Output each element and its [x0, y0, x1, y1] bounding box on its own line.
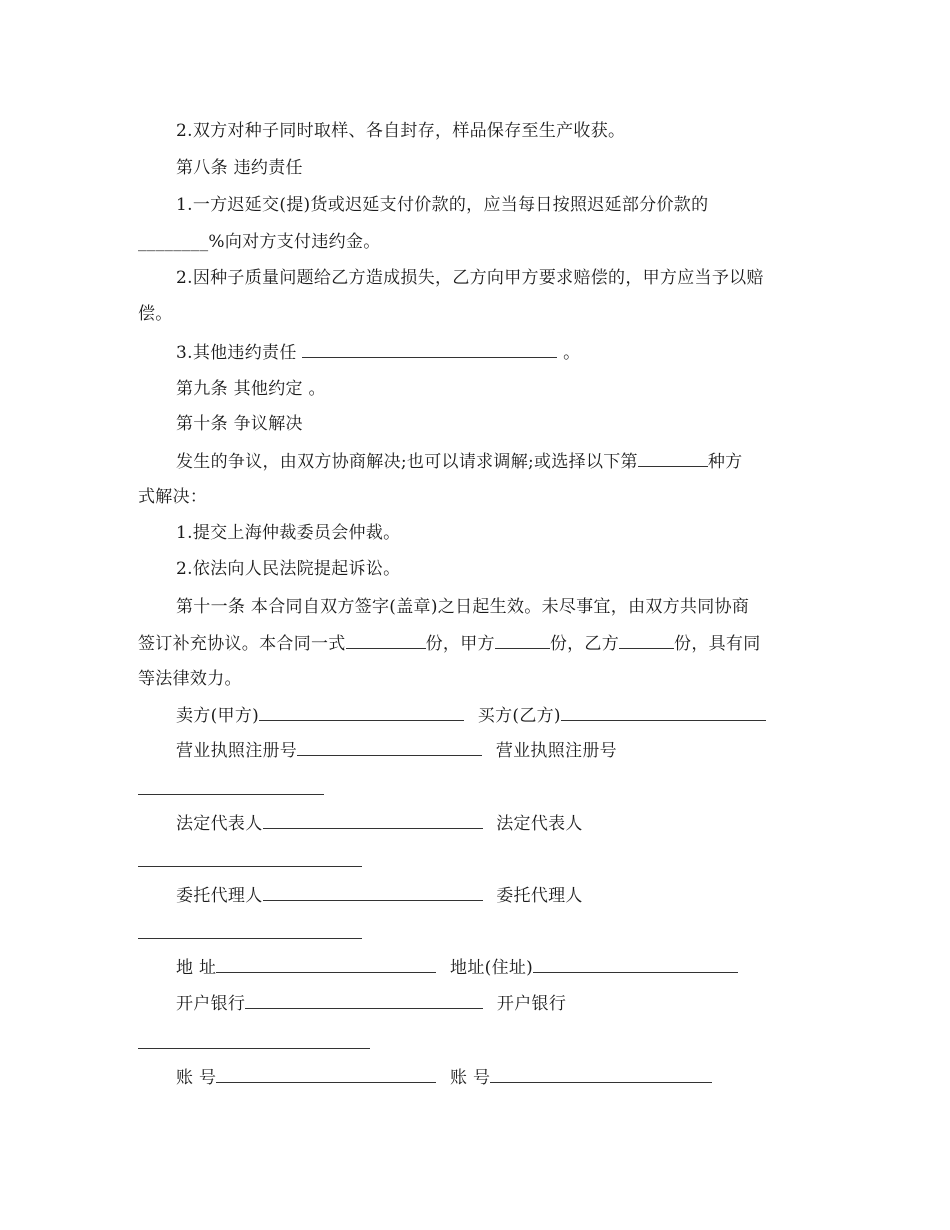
agent-label-b: 委托代理人 [496, 886, 583, 906]
penalty-text: %向对方支付违约金。 [208, 232, 381, 252]
copies-text-d: 份，具有同 [674, 634, 761, 654]
agent-blank-b [138, 938, 362, 939]
clause-other-liability [176, 341, 580, 364]
article-11-cont: 等法律效力。 [138, 669, 242, 689]
bank-row [176, 992, 566, 1015]
license-label-a: 营业执照注册号 [176, 741, 298, 761]
dispute-clause [176, 450, 742, 473]
license-label-b: 营业执照注册号 [495, 741, 617, 761]
buyer-blank [561, 704, 766, 721]
account-blank-b [490, 1066, 712, 1083]
copies-total-blank [346, 632, 426, 649]
dispute-option-blank [638, 450, 708, 467]
dispute-option-arbitration: 1.提交上海仲裁委员会仲裁。 [176, 523, 401, 543]
account-label-b: 账 号 [450, 1068, 491, 1088]
copies-party-b-blank [619, 632, 674, 649]
agent-blank-a [263, 884, 483, 901]
address-row [176, 956, 738, 979]
article-11: 第十一条 本合同自双方签字(盖章)之日起生效。未尽事宜，由双方共同协商 [176, 597, 750, 617]
buyer-label: 买方(乙方) [477, 706, 561, 726]
penalty-rate-blank: ________ [138, 232, 209, 252]
clause-sampling: 2.双方对种子同时取样、各自封存，样品保存至生产收获。 [176, 121, 626, 141]
clause-late-delivery: 1.一方迟延交(提)货或迟延支付价款的，应当每日按照迟延部分价款的 [176, 195, 709, 215]
copies-text-b: 份，甲方 [425, 634, 495, 654]
address-blank-b [533, 956, 738, 973]
copies-party-a-blank [495, 632, 550, 649]
bank-blank-b [138, 1048, 370, 1049]
copies-text-a: 签订补充协议。本合同一式 [138, 634, 346, 654]
license-blank-a [297, 739, 482, 756]
license-row [176, 739, 617, 762]
account-row [176, 1066, 712, 1089]
legal-rep-blank-a [263, 812, 483, 829]
clause-late-delivery-cont [138, 231, 381, 253]
bank-label-a: 开户银行 [176, 994, 246, 1014]
other-liability-blank [302, 341, 557, 358]
other-liability-end: 。 [563, 343, 581, 363]
address-label-b: 地址(住址) [450, 958, 534, 978]
license-blank-b [138, 794, 324, 795]
address-label-a: 地 址 [176, 958, 217, 978]
legal-rep-blank-b [138, 866, 362, 867]
seller-blank [259, 704, 464, 721]
other-liability-label: 3.其他违约责任 [176, 343, 297, 363]
clause-quality-loss: 2.因种子质量问题给乙方造成损失，乙方向甲方要求赔偿的，甲方应当予以赔 [176, 268, 764, 288]
article-8-heading: 第八条 违约责任 [176, 158, 303, 178]
seller-label: 卖方(甲方) [176, 706, 260, 726]
legal-rep-label-b: 法定代表人 [496, 814, 583, 834]
bank-label-b: 开户银行 [496, 994, 567, 1014]
dispute-text: 发生的争议，由双方协商解决;也可以请求调解;或选择以下第 [176, 452, 638, 472]
party-row [176, 704, 766, 727]
clause-quality-loss-cont: 偿。 [138, 304, 173, 324]
article-10-heading: 第十条 争议解决 [176, 414, 303, 434]
legal-rep-row [176, 812, 583, 835]
dispute-clause-cont: 式解决： [138, 487, 208, 507]
account-blank-a [216, 1066, 436, 1083]
article-11-copies [138, 632, 761, 655]
address-blank-a [216, 956, 436, 973]
dispute-text-end: 种方 [707, 452, 743, 472]
article-9-heading: 第九条 其他约定 。 [176, 379, 326, 399]
bank-blank-a [245, 992, 483, 1009]
legal-rep-label-a: 法定代表人 [176, 814, 263, 834]
copies-text-c: 份，乙方 [549, 634, 620, 654]
agent-row [176, 884, 583, 907]
agent-label-a: 委托代理人 [176, 886, 263, 906]
dispute-option-litigation: 2.依法向人民法院提起诉讼。 [176, 559, 401, 579]
account-label-a: 账 号 [176, 1068, 217, 1088]
